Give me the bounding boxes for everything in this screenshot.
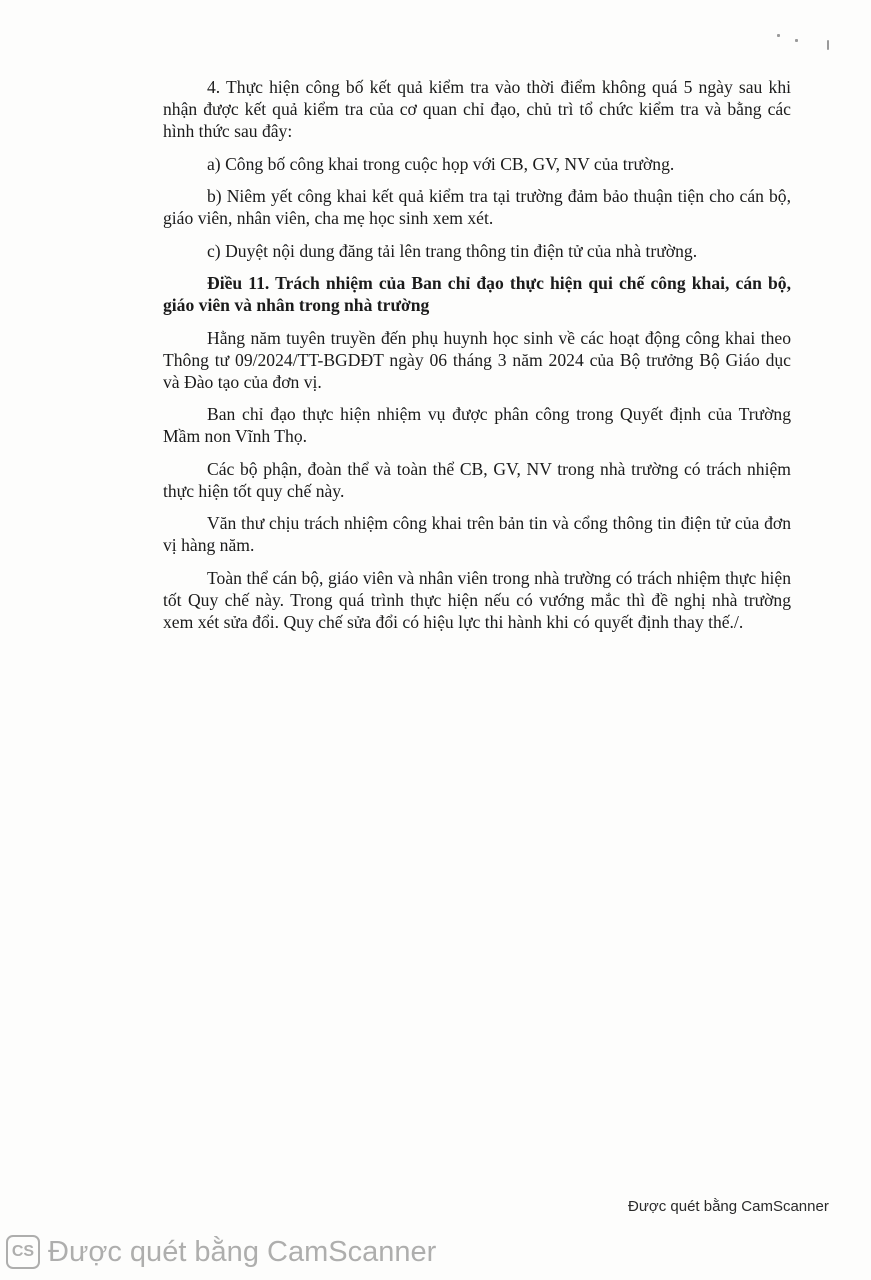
camscanner-logo-icon: CS [6,1235,40,1269]
paragraph-item-c: c) Duyệt nội dung đăng tải lên trang thông tin điện tử của nhà trường. [207,240,698,261]
paragraph-closing: Toàn thể cán bộ, giáo viên và nhân viên trong nhà trường có trách nhiệm thực hiện tốt Quy chế này. Trong quá trình thực hiện nếu có vướng mắc thì đề nghị nhà trường xem xét sửa đổi. Quy chế sửa đổi có hiệu lực thi hành khi có quyết định thay thế./. [163,567,791,632]
paragraph-steering-board: Ban chỉ đạo thực hiện nhiệm vụ được phân công trong Quyết định của Trường Mầm non Vĩnh Thọ. [163,404,791,446]
paragraph-item-b: b) Niêm yết công khai kết quả kiểm tra tại trường đảm bảo thuận tiện cho cán bộ, giáo viên, nhân viên, cha mẹ học sinh xem xét. [163,186,791,228]
watermark-text: Được quét bằng CamScanner [48,1235,437,1268]
camscanner-watermark [6,1232,436,1272]
paragraph-item-a: a) Công bố công khai trong cuộc họp với CB, GV, NV của trường. [207,153,675,174]
scan-noise [775,30,835,50]
document-body [163,76,791,643]
paragraph-clerk: Văn thư chịu trách nhiệm công khai trên bản tin và cổng thông tin điện tử của đơn vị hàng năm. [163,513,791,555]
paragraph-propaganda: Hằng năm tuyên truyền đến phụ huynh học sinh về các hoạt động công khai theo Thông tư 09/2024/TT-BGDĐT ngày 06 tháng 3 năm 2024 của Bộ trưởng Bộ Giáo dục và Đào tạo của đơn vị. [163,327,791,392]
paragraph-item-4: 4. Thực hiện công bố kết quả kiểm tra vào thời điểm không quá 5 ngày sau khi nhận được kết quả kiểm tra của cơ quan chỉ đạo, chủ trì tổ chức kiểm tra và bằng các hình thức sau đây: [163,77,791,141]
paragraph-departments: Các bộ phận, đoàn thể và toàn thể CB, GV, NV trong nhà trường có trách nhiệm thực hiện tốt quy chế này. [163,458,791,501]
article-11-heading: Điều 11. Trách nhiệm của Ban chỉ đạo thực hiện qui chế công khai, cán bộ, giáo viên và nhân trong nhà trường [163,273,791,315]
scanned-with-note: Được quét bằng CamScanner [628,1198,829,1215]
